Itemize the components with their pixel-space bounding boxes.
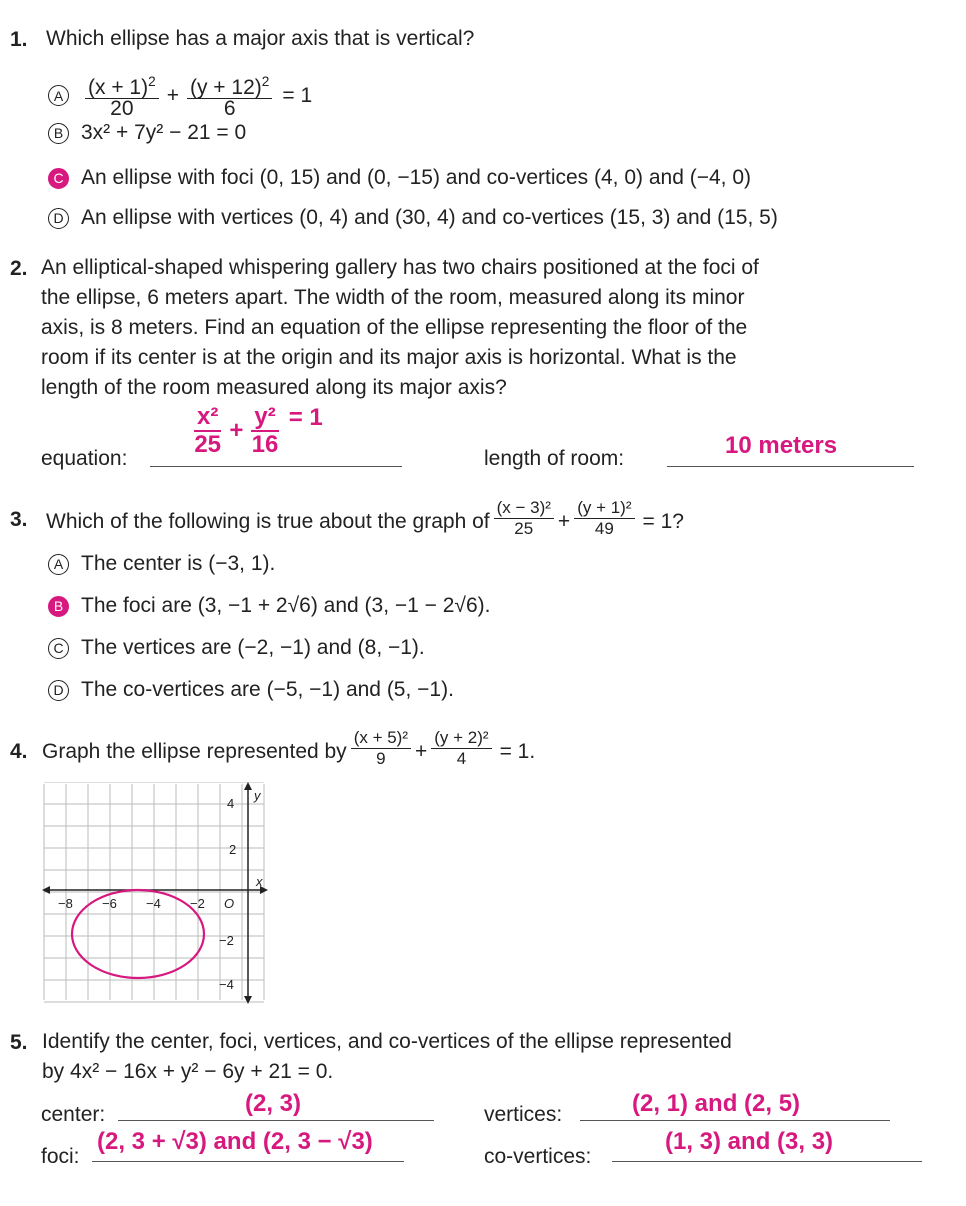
foci-answer-line bbox=[92, 1161, 404, 1162]
y-axis-arrow-down bbox=[244, 996, 252, 1004]
q1-option-a[interactable]: A $\frac{(x + 1)^2}{20}$ + $\frac{(y + 12)^2}{6}$ = 1 bbox=[48, 72, 312, 119]
q1d-text: An ellipse with vertices (0, 4) and (30, 4) and co-vertices (15, 3) and (15, 5) bbox=[81, 206, 778, 229]
q3-number: 3. bbox=[10, 508, 28, 531]
length-answer-line bbox=[667, 466, 914, 467]
eq-num2: y² bbox=[251, 404, 278, 432]
q1-number: 1. bbox=[10, 28, 28, 51]
q1-option-b[interactable] bbox=[48, 121, 246, 145]
y-axis-label: y bbox=[254, 788, 261, 803]
q2-line-5: length of the room measured along its major axis? bbox=[41, 376, 507, 399]
q1-option-c[interactable] bbox=[48, 166, 751, 190]
q4-den1: 9 bbox=[376, 749, 386, 768]
eq-plus: + bbox=[229, 417, 244, 444]
equation-answer-line bbox=[150, 466, 402, 467]
q4-number: 4. bbox=[10, 740, 28, 763]
q2-line-1: An elliptical-shaped whispering gallery has two chairs positioned at the foci of bbox=[41, 256, 759, 279]
q4-num2: (y + 2)² bbox=[431, 728, 491, 749]
x-label-neg2: −2 bbox=[190, 896, 205, 911]
q1a-num2: $(y + 12)^2$ bbox=[187, 72, 272, 99]
center-answer-line bbox=[118, 1120, 434, 1121]
y-axis-arrow-up bbox=[244, 782, 252, 790]
q3-den2: 49 bbox=[594, 519, 614, 538]
q1a-num1: $(x + 1)^2$ bbox=[85, 72, 159, 99]
equation-label: equation: bbox=[41, 447, 128, 470]
q3-option-c[interactable] bbox=[48, 636, 425, 660]
vertices-answer-line bbox=[580, 1120, 890, 1121]
q4-question-text: Graph the ellipse represented by bbox=[42, 739, 347, 763]
q3-rhs: = 1? bbox=[642, 509, 684, 533]
q2-line-4: room if its center is at the origin and its major axis is horizontal. What is the bbox=[41, 346, 737, 369]
q5-line-1: Identify the center, foci, vertices, and co-vertices of the ellipse represented bbox=[42, 1030, 732, 1053]
q2-line-2: the ellipse, 6 meters apart. The width of the room, measured along its minor bbox=[41, 286, 745, 309]
equation-answer bbox=[190, 404, 323, 458]
vertices-label: vertices: bbox=[484, 1103, 563, 1126]
q3-den1: 25 bbox=[514, 519, 534, 538]
option-d-circle[interactable]: D bbox=[48, 680, 69, 701]
ellipse-graph bbox=[42, 782, 270, 1004]
covertices-answer-line bbox=[612, 1161, 922, 1162]
option-b-circle[interactable]: B bbox=[48, 123, 69, 144]
length-answer: 10 meters bbox=[725, 432, 838, 459]
y-label-neg2: −2 bbox=[219, 933, 234, 948]
q3c-text: The vertices are (−2, −1) and (8, −1). bbox=[81, 636, 425, 659]
y-label-neg4: −4 bbox=[219, 977, 234, 992]
q3a-text: The center is (−3, 1). bbox=[81, 552, 276, 575]
option-a-circle[interactable]: A bbox=[48, 85, 69, 106]
q3-option-d[interactable] bbox=[48, 678, 454, 702]
eq-rhs: = 1 bbox=[288, 404, 323, 431]
q1a-den1: 20 bbox=[110, 97, 134, 120]
q3b-text: The foci are (3, −1 + 2√6) and (3, −1 − 2√6). bbox=[81, 594, 491, 617]
x-label-neg4: −4 bbox=[146, 896, 161, 911]
option-a-circle[interactable]: A bbox=[48, 554, 69, 575]
q3-question: Which of the following is true about the graph of $\frac{\text{(x − 3)²}}{25}$ + $\frac{\text{(y + 1)²}}{49}$ = 1? bbox=[46, 498, 684, 538]
eq-den2: 16 bbox=[251, 431, 279, 458]
q3-option-a[interactable] bbox=[48, 552, 275, 576]
q1-option-d[interactable] bbox=[48, 206, 778, 230]
q1-question: Which ellipse has a major axis that is vertical? bbox=[46, 27, 475, 50]
q4-den2: 4 bbox=[456, 749, 467, 768]
q4-rhs: = 1. bbox=[499, 739, 536, 763]
option-c-circle[interactable]: C bbox=[48, 638, 69, 659]
x-label-neg8: −8 bbox=[58, 896, 73, 911]
covertices-label: co-vertices: bbox=[484, 1145, 592, 1168]
q1b-text: 3x² + 7y² − 21 = 0 bbox=[81, 121, 247, 144]
eq-num1: x² bbox=[194, 404, 221, 432]
center-label: center: bbox=[41, 1103, 106, 1126]
plotted-ellipse bbox=[72, 890, 204, 978]
q5-number: 5. bbox=[10, 1031, 28, 1054]
q5-line-2: by 4x² − 16x + y² − 6y + 21 = 0. bbox=[42, 1060, 334, 1083]
option-c-circle-selected[interactable]: C bbox=[48, 168, 69, 189]
x-label-neg6: −6 bbox=[102, 896, 117, 911]
eq-den1: 25 bbox=[194, 431, 222, 458]
q4-question: Graph the ellipse represented by $\frac{\text{(x + 5)²}}{9}$ + $\frac{\text{(y + 2)²}}{4}$ = 1. bbox=[42, 728, 536, 768]
length-label: length of room: bbox=[484, 447, 625, 470]
q1c-text: An ellipse with foci (0, 15) and (0, −15) and co-vertices (4, 0) and (−4, 0) bbox=[81, 166, 752, 189]
foci-label: foci: bbox=[41, 1145, 80, 1168]
x-axis-label: x bbox=[256, 874, 263, 889]
q3-question-text: Which of the following is true about the graph of bbox=[46, 509, 490, 533]
q2-number: 2. bbox=[10, 257, 28, 280]
vertices-answer: (2, 1) and (2, 5) bbox=[632, 1090, 801, 1117]
origin-label: O bbox=[224, 896, 235, 911]
center-answer: (2, 3) bbox=[245, 1090, 302, 1117]
q3d-text: The co-vertices are (−5, −1) and (5, −1). bbox=[81, 678, 454, 701]
y-label-4: 4 bbox=[227, 796, 235, 811]
option-b-circle-selected[interactable]: B bbox=[48, 596, 69, 617]
q3-option-b[interactable] bbox=[48, 594, 490, 618]
x-axis-arrow-left bbox=[42, 886, 50, 894]
foci-answer: (2, 3 + √3) and (2, 3 − √3) bbox=[97, 1128, 373, 1155]
q2-line-3: axis, is 8 meters. Find an equation of the ellipse representing the floor of the bbox=[41, 316, 748, 339]
y-label-2: 2 bbox=[229, 842, 237, 857]
q3-num2: (y + 1)² bbox=[574, 498, 634, 519]
q1a-rhs: = 1 bbox=[282, 83, 313, 107]
option-d-circle[interactable]: D bbox=[48, 208, 69, 229]
q4-num1: (x + 5)² bbox=[351, 728, 411, 749]
q1a-den2: 6 bbox=[223, 97, 236, 120]
q3-num1: (x − 3)² bbox=[494, 498, 554, 519]
covertices-answer: (1, 3) and (3, 3) bbox=[665, 1128, 834, 1155]
